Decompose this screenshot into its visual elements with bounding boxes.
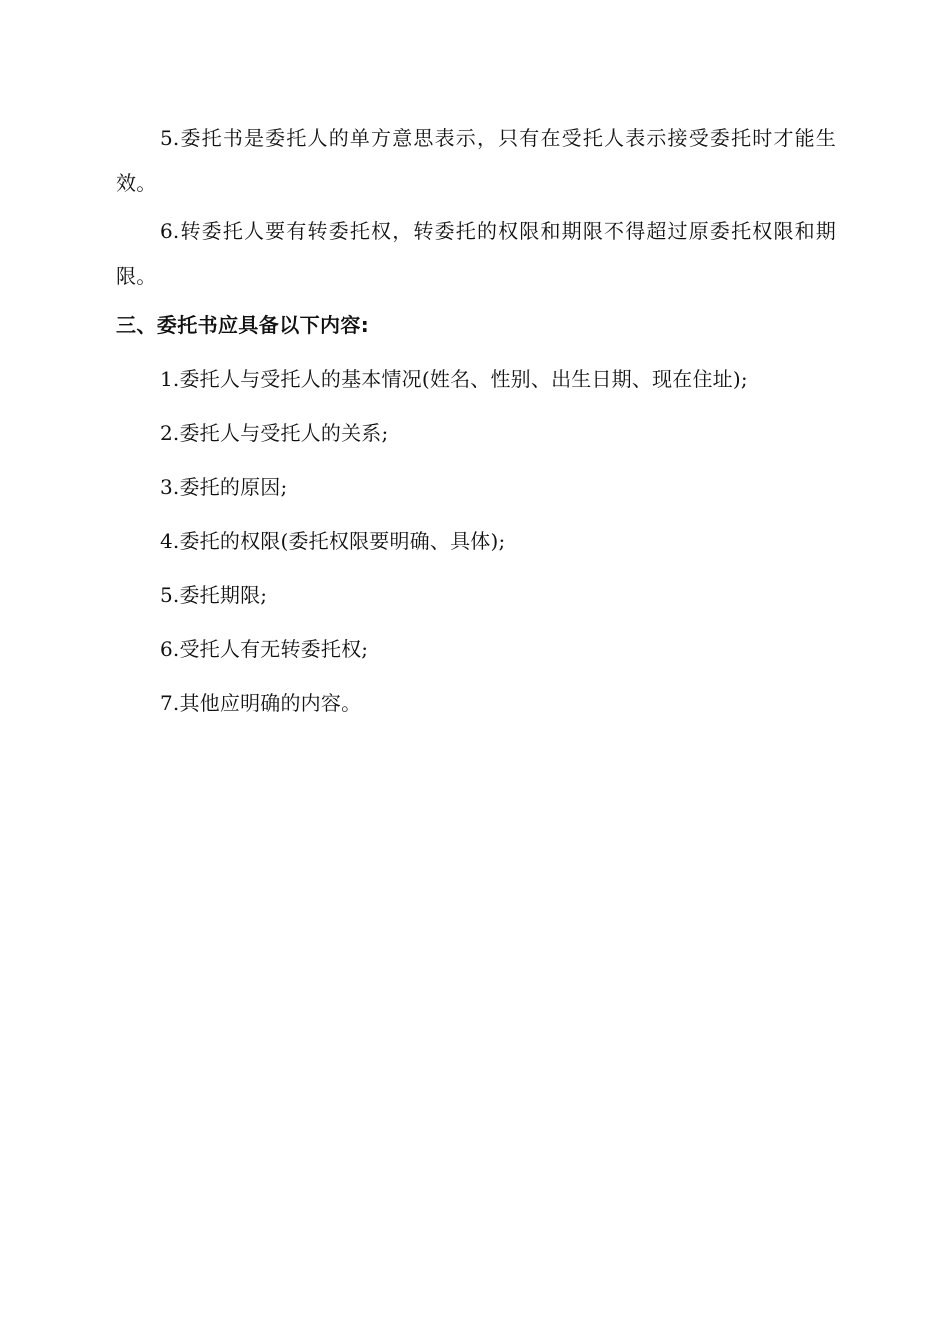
section-heading: 三、委托书应具备以下内容: [116, 313, 370, 337]
list-item: 4.委托的权限(委托权限要明确、具体); [160, 529, 506, 553]
content-list [116, 357, 836, 726]
list-item: 7.其他应明确的内容。 [160, 691, 362, 715]
list-item: 3.委托的原因; [160, 475, 288, 499]
list-item: 5.委托期限; [160, 583, 268, 607]
paragraph-6: 6.转委托人要有转委托权，转委托的权限和期限不得超过原委托权限和期限。 [116, 219, 836, 288]
document-body [116, 116, 836, 735]
list-item: 1.委托人与受托人的基本情况(姓名、性别、出生日期、现在住址); [160, 367, 748, 391]
list-item: 6.受托人有无转委托权; [160, 637, 369, 661]
paragraph-5: 5.委托书是委托人的单方意思表示，只有在受托人表示接受委托时才能生效。 [116, 126, 836, 195]
list-item: 2.委托人与受托人的关系; [160, 421, 389, 445]
